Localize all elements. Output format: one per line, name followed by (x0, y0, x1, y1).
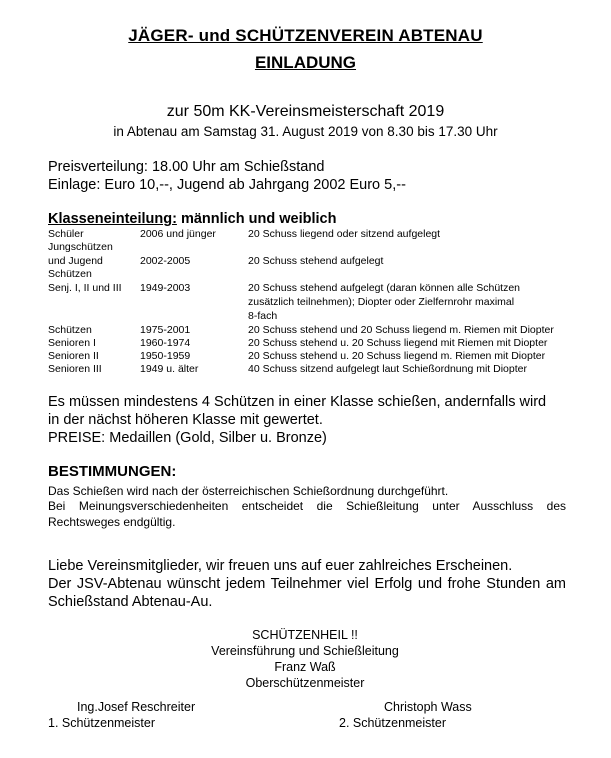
minimum-shooters-rule: Es müssen mindestens 4 Schützen in einer Klasse schießen, andernfalls wird (48, 394, 547, 410)
class-description: 20 Schuss liegend oder sitzend aufgelegt (248, 228, 441, 240)
class-description: zusätzlich teilnehmen); Diopter oder Zielfernrohr maximal (248, 296, 515, 308)
class-description: 20 Schuss stehend und 20 Schuss liegend m. Riemen mit Diopter (248, 324, 554, 336)
signature-right-title: 2. Schützenmeister (339, 716, 446, 730)
class-name: Senioren III (48, 363, 102, 375)
award-info: Preisverteilung: 18.00 Uhr am Schießstand (48, 159, 325, 175)
signoff-name: Franz Waß (274, 660, 336, 674)
fee-info: Einlage: Euro 10,--, Jugend ab Jahrgang 2002 Euro 5,-- (48, 177, 406, 193)
class-name: Schützen (48, 324, 92, 336)
class-years: 2002-2005 (140, 255, 191, 267)
classes-heading-rest: männlich und weiblich (176, 211, 337, 227)
closing-greeting: Liebe Vereinsmitglieder, wir freuen uns auf euer zahlreiches Erscheinen. (48, 558, 513, 574)
class-description: 20 Schuss stehend u. 20 Schuss liegend mit Riemen mit Diopter (248, 337, 548, 349)
class-years: 1949-2003 (140, 282, 191, 294)
signature-right-name: Christoph Wass (384, 700, 472, 714)
club-title: JÄGER- und SCHÜTZENVEREIN ABTENAU (128, 26, 483, 45)
class-description: 8-fach (248, 310, 278, 322)
class-description: 20 Schuss stehend aufgelegt (248, 255, 384, 267)
event-headline: zur 50m KK-Vereinsmeisterschaft 2019 (166, 103, 445, 120)
class-years: 1949 u. älter (140, 363, 199, 375)
class-years: 1950-1959 (140, 350, 191, 362)
class-years: 1975-2001 (140, 324, 191, 336)
minimum-shooters-rule-cont: in der nächst höheren Klasse mit gewertet. (48, 412, 323, 428)
class-name: Senioren I (48, 337, 96, 349)
class-years: 1960-1974 (140, 337, 191, 349)
class-description: 40 Schuss sitzend aufgelegt laut Schießordnung mit Diopter (248, 363, 527, 375)
class-description: 20 Schuss stehend u. 20 Schuss liegend m. Riemen mit Diopter (248, 350, 546, 362)
classes-heading-label: Klasseneinteilung: (48, 211, 177, 227)
class-name: Senioren II (48, 350, 99, 362)
class-name: Jungschützen (48, 241, 113, 253)
class-name: Schützen (48, 268, 92, 280)
event-details: in Abtenau am Samstag 31. August 2019 von 8.30 bis 17.30 Uhr (113, 124, 498, 139)
class-description: 20 Schuss stehend aufgelegt (daran können alle Schützen (248, 282, 521, 294)
class-name: Senj. I, II und III (48, 282, 122, 294)
invitation-title: EINLADUNG (254, 53, 357, 72)
signoff-greeting: SCHÜTZENHEIL !! (252, 628, 358, 642)
signoff-role: Vereinsführung und Schießleitung (211, 644, 399, 658)
closing-wishes: Der JSV-Abtenau wünscht jedem Teilnehmer viel Erfolg und frohe Stunden am Schießstand Abtenau-Au. (48, 576, 566, 610)
regulations-heading: BESTIMMUNGEN: (48, 463, 177, 480)
classes-heading (48, 211, 336, 227)
signoff-title: Oberschützenmeister (245, 676, 365, 690)
class-name: Schüler (48, 228, 84, 240)
class-name: und Jugend (48, 255, 103, 267)
signature-left-name: Ing.Josef Reschreiter (77, 700, 196, 714)
prizes-info: PREISE: Medaillen (Gold, Silber u. Bronze) (48, 430, 327, 446)
regulations-line: Bei Meinungsverschiedenheiten entscheidet die Schießleitung unter Ausschluss des Rechtsweges endgültig. (48, 499, 566, 529)
class-years: 2006 und jünger (140, 228, 216, 240)
signature-left-title: 1. Schützenmeister (48, 716, 155, 730)
regulations-line: Das Schießen wird nach der österreichischen Schießordnung durchgeführt. (48, 484, 449, 498)
